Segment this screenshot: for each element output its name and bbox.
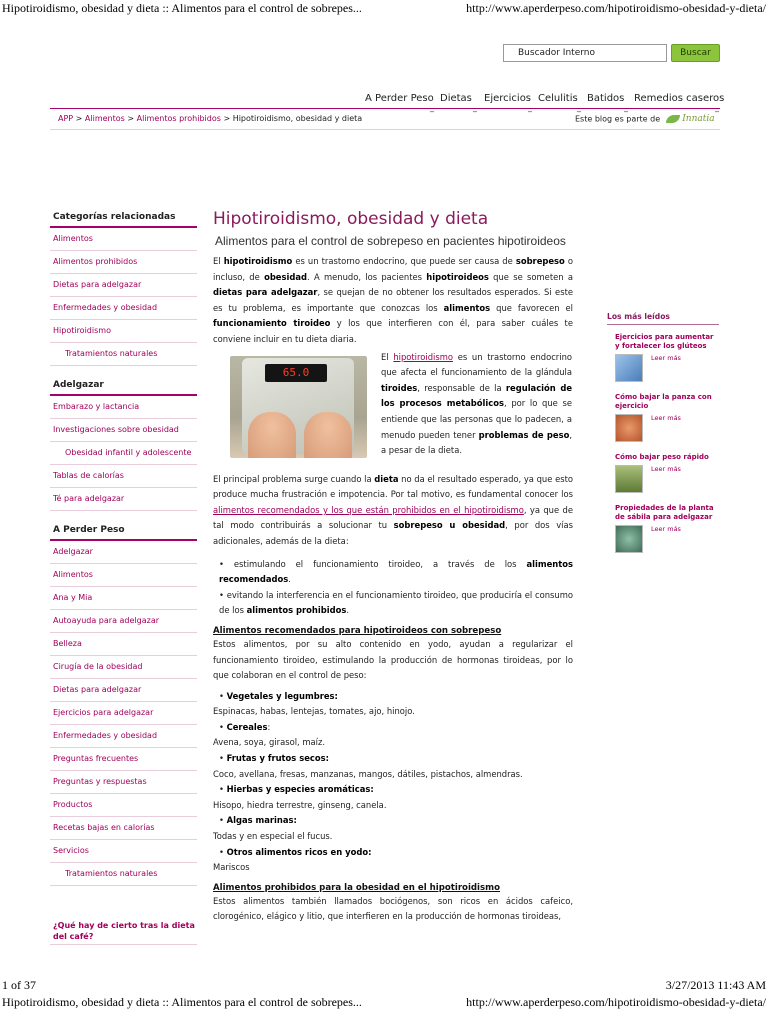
foot-left: [248, 412, 296, 458]
article-subtitle: Alimentos para el control de sobrepeso en pacientes hipotiroideos: [215, 234, 566, 248]
nav-item-remedios-caseros[interactable]: Remedios caseros: [634, 93, 725, 104]
breadcrumb-app[interactable]: APP: [58, 114, 74, 123]
sidebar-item-alimentos[interactable]: Alimentos: [50, 228, 197, 251]
sidebar-item-te-para-adelgazar[interactable]: Té para adelgazar: [50, 488, 197, 511]
paragraph-prohibidos: Estos alimentos también llamados bociógenos, son ricos en ácidos cafeico, clorogénico, elágico y litio, que interfieren en la producción de hormonas tiroideas,: [213, 895, 573, 922]
sidebar-item-investigaciones[interactable]: Investigaciones sobre obesidad: [50, 419, 197, 442]
paragraph-hipotiroidismo: El hipotiroidismo es un trastorno endocrino que afecta el funcionamiento de la glándula tiroides, responsable de la regulación de los procesos metabólicos, por lo que se entiende que las personas que lo padecen, a menudo pueden tener problemas de peso, a pesar de la dieta.: [381, 351, 572, 456]
link-hipotiroidismo[interactable]: hipotiroidismo: [393, 351, 454, 362]
heading-prohibidos: Alimentos prohibidos para la obesidad en el hipotiroidismo: [213, 882, 500, 893]
list-item: • evitando la interferencia en el funcionamiento tiroideo, que produciría el consumo de los alimentos prohibidos.: [219, 589, 573, 616]
nav-rule: [50, 108, 720, 109]
most-read-item[interactable]: [607, 393, 719, 445]
nav-item-ejercicios[interactable]: Ejercicios: [484, 93, 532, 104]
read-more-link[interactable]: Leer más: [651, 525, 681, 533]
most-read-title[interactable]: Cómo bajar peso rápido: [615, 453, 709, 461]
sidebar-item-productos[interactable]: Productos: [50, 794, 197, 817]
thumbnail-sabila[interactable]: [615, 525, 643, 553]
foot-right: [304, 412, 352, 458]
most-read-title[interactable]: Cómo bajar la panza con ejercicio: [615, 393, 712, 410]
list-item: • Vegetales y legumbres:: [219, 690, 338, 701]
most-read-heading: Los más leídos: [607, 312, 719, 325]
print-datetime: 3/27/2013 11:43 AM: [665, 978, 766, 992]
read-more-link[interactable]: Leer más: [651, 354, 681, 362]
print-footer-title: Hipotiroidismo, obesidad y dieta :: Alimentos para el control de sobrepes...: [2, 995, 362, 1009]
most-read-item[interactable]: [607, 453, 719, 496]
heading-recomendados: Alimentos recomendados para hipotiroideos con sobrepeso: [213, 625, 502, 636]
food-list: • Vegetales y legumbres: Espinacas, habas, lentejas, tomates, ajo, hinojo. • Cereales: Avena, soya, girasol, maíz. • Frutas y frutos secos: Coco, avellana, fresas, manzanas, mangos, dátiles, pistachos, almendras. • Hierbas y especies aromáticas: Hisopo, hiedra terrestre, ginseng, canela. • Algas marinas: Todas y en especial el fucus. • Otros alimentos ricos en yodo: Mariscos: [213, 689, 573, 876]
print-footer-url: http://www.aperderpeso.com/hipotiroidismo-obesidad-y-dieta/: [466, 995, 766, 1009]
most-read-item[interactable]: [607, 333, 719, 385]
sidebar-item-ejercicios[interactable]: Ejercicios para adelgazar: [50, 702, 197, 725]
sidebar-item-recetas[interactable]: Recetas bajas en calorías: [50, 817, 197, 840]
sidebar-item-servicios[interactable]: Servicios: [50, 840, 197, 863]
sidebar-item-autoayuda[interactable]: Autoayuda para adelgazar: [50, 610, 197, 633]
sidebar-heading-adelgazar: Adelgazar: [50, 380, 197, 396]
breadcrumb: APP > Alimentos > Alimentos prohibidos > Hipotiroidismo, obesidad y dieta: [58, 114, 363, 123]
most-read-item[interactable]: [607, 504, 719, 556]
breadcrumb-alimentos[interactable]: Alimentos: [84, 114, 125, 123]
scale-display: 65.0: [265, 364, 327, 382]
list-item: • estimulando el funcionamiento tiroideo, a través de los alimentos recomendados.: [219, 558, 573, 585]
paragraph-intro: El hipotiroidismo es un trastorno endocrino, que puede ser causa de sobrepeso o incluso, de obesidad. A menudo, los pacientes hipotiroideos que se someten a dietas para adelgazar, se quejan de no obtener los resultados esperados. Si este es tu problema, es importante que conozcas los alimentos que favorecen el funcionamiento tiroideo y los que interfieren con él, para saber cuáles te conviene incluir en tu dieta diaria.: [213, 256, 574, 344]
list-item: • Cereales:: [219, 721, 271, 732]
sidebar-item-preguntas-respuestas[interactable]: Preguntas y respuestas: [50, 771, 197, 794]
sidebar-item-enfermedades-2[interactable]: Enfermedades y obesidad: [50, 725, 197, 748]
sidebar-item-alimentos-prohibidos[interactable]: Alimentos prohibidos: [50, 251, 197, 274]
innatia-logo[interactable]: Innatia: [682, 114, 715, 124]
sidebar-item-obesidad-infantil[interactable]: Obesidad infantil y adolescente: [50, 442, 197, 465]
page-count: 1 of 37: [2, 978, 36, 992]
print-header-url: http://www.aperderpeso.com/hipotiroidismo-obesidad-y-dieta/: [466, 1, 766, 15]
nav-item-a-perder-peso[interactable]: A Perder Peso: [365, 93, 434, 104]
paragraph-problema: El principal problema surge cuando la dieta no da el resultado esperado, ya que esto produce mucha frustración e impotencia. Por tal motivo, es fundamental conocer los alimentos recomendados y los que están prohibidos en el hipotiroidismo, ya que de tal modo contribuirás a solucionar tu sobrepeso u obesidad, por dos vías adicionales, además de la dieta:: [213, 473, 574, 546]
sidebar-item-preguntas-frecuentes[interactable]: Preguntas frecuentes: [50, 748, 197, 771]
sidebar-item-belleza[interactable]: Belleza: [50, 633, 197, 656]
list-item: • Hierbas y especies aromáticas:: [219, 784, 374, 795]
sidebar-item-adelgazar[interactable]: Adelgazar: [50, 541, 197, 564]
sidebar-item-tratamientos-naturales-2[interactable]: Tratamientos naturales: [50, 863, 197, 886]
sidebar: [50, 212, 197, 945]
nav-item-dietas[interactable]: Dietas: [440, 93, 472, 104]
thumbnail-bajar-peso[interactable]: [615, 465, 643, 493]
thumbnail-gluteos[interactable]: [615, 354, 643, 382]
sidebar-item-tratamientos-naturales[interactable]: Tratamientos naturales: [50, 343, 197, 366]
search-button[interactable]: Buscar: [671, 44, 720, 62]
sidebar-item-cirugia[interactable]: Cirugía de la obesidad: [50, 656, 197, 679]
nav-item-batidos[interactable]: Batidos: [587, 93, 625, 104]
sidebar-item-dietas-2[interactable]: Dietas para adelgazar: [50, 679, 197, 702]
sidebar-item-dietas-para-adelgazar[interactable]: Dietas para adelgazar: [50, 274, 197, 297]
thumbnail-panza[interactable]: [615, 414, 643, 442]
list-item: • Frutas y frutos secos:: [219, 753, 329, 764]
article: [213, 208, 573, 925]
sidebar-heading-categorias: Categorías relacionadas: [50, 212, 197, 228]
sidebar-item-ana-y-mia[interactable]: Ana y Mia: [50, 587, 197, 610]
breadcrumb-current: Hipotiroidismo, obesidad y dieta: [232, 114, 363, 123]
breadcrumb-alimentos-prohibidos[interactable]: Alimentos prohibidos: [136, 114, 221, 123]
article-title: Hipotiroidismo, obesidad y dieta: [213, 209, 489, 229]
most-read-title[interactable]: Ejercicios para aumentar y fortalecer los glúteos: [615, 333, 714, 350]
bullet-list: [213, 557, 573, 619]
innatia-leaf-icon: [666, 115, 680, 123]
sidebar-item-enfermedades-y-obesidad[interactable]: Enfermedades y obesidad: [50, 297, 197, 320]
most-read: [607, 312, 719, 556]
paragraph-recomendados: Estos alimentos, por su alto contenido en yodo, ayudan a regularizar el funcionamiento tiroideo, estimulando la producción de hormonas tiroideas, por lo que colaboran en el control de peso:: [213, 638, 573, 681]
read-more-link[interactable]: Leer más: [651, 414, 681, 422]
list-item: • Algas marinas:: [219, 815, 297, 826]
print-footer: [0, 978, 768, 1024]
sidebar-item-tablas-de-calorias[interactable]: Tablas de calorías: [50, 465, 197, 488]
nav-item-celulitis[interactable]: Celulitis: [538, 93, 578, 104]
print-header-title: Hipotiroidismo, obesidad y dieta :: Alimentos para el control de sobrepes...: [2, 1, 362, 15]
print-header: [0, 0, 768, 16]
link-alimentos-recomendados[interactable]: alimentos recomendados y los que están prohibidos en el hipotiroidismo: [213, 504, 524, 515]
most-read-title[interactable]: Propiedades de la planta de sábila para adelgazar: [615, 504, 714, 521]
sidebar-item-hipotiroidismo[interactable]: Hipotiroidismo: [50, 320, 197, 343]
blog-of-notice: Este blog es parte de Innatia: [575, 114, 715, 124]
sidebar-item-alimentos-2[interactable]: Alimentos: [50, 564, 197, 587]
bathroom-scale-image: [230, 356, 367, 458]
list-item: • Otros alimentos ricos en yodo:: [219, 846, 372, 857]
image-block: [213, 351, 573, 472]
breadcrumb-rule: [50, 129, 720, 130]
sidebar-link-dieta-cafe[interactable]: ¿Qué hay de cierto tras la dieta del café?: [50, 920, 197, 945]
sidebar-heading-a-perder-peso: A Perder Peso: [50, 525, 197, 541]
read-more-link[interactable]: Leer más: [651, 465, 681, 473]
search-input[interactable]: [503, 44, 667, 62]
sidebar-item-embarazo[interactable]: Embarazo y lactancia: [50, 396, 197, 419]
